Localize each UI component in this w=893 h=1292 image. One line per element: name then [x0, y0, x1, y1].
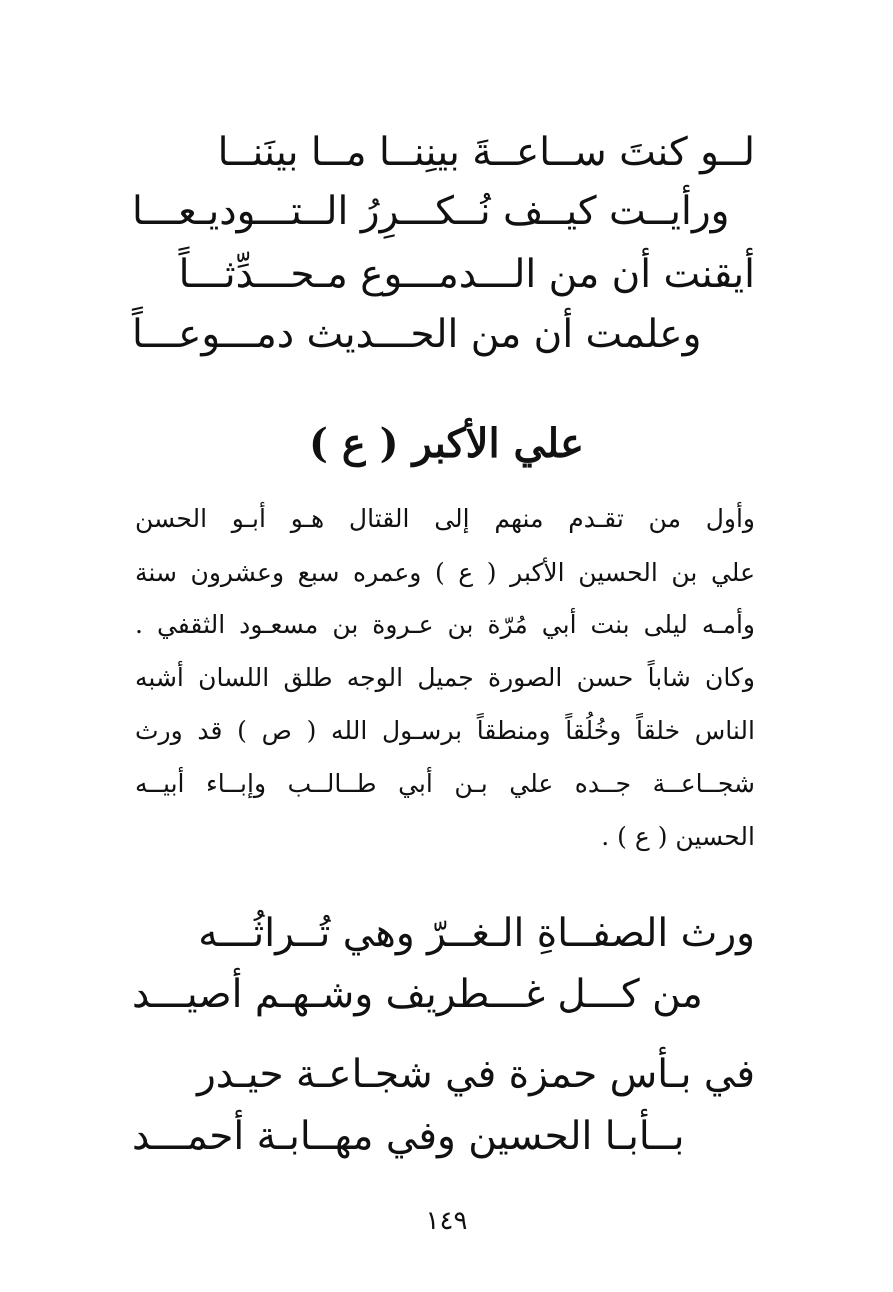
paragraph-line-4: وكان شاباً حسن الصورة جميل الوجه طلق اللسان أشبه — [135, 663, 755, 692]
poem-2-line-4: بــأبـا الحسين وفي مهــابـة أحمـــد — [132, 1114, 685, 1159]
poem-1-line-3: أيقنت أن من الـــدمـــوع مـحـــدِّثـــاً — [178, 252, 755, 297]
paragraph-line-7: الحسين ( ع ) . — [601, 822, 755, 851]
poem-1-line-1: لــو كنتَ ســاعــةَ بينِنــا مــا بينَنــا — [217, 130, 755, 175]
poem-2-line-2: من كـــل غـــطريف وشـهـم أصيـــد — [132, 972, 703, 1017]
poem-2-line-1: ورث الصفــاةِ الـغــرّ وهي تُــراثُـــه — [198, 911, 755, 956]
paragraph-line-5: الناس خلقاً وخُلُقاً ومنطقاً برسـول الله ( ص ) قد ورث — [135, 716, 755, 745]
paragraph-line-6: شجــاعــة جــده علي بـن أبي طــالــب وإبــاء أبيــه — [135, 769, 755, 798]
poem-1-line-4: وعلمت أن من الحـــديث دمـــوعـــاً — [132, 312, 702, 357]
poem-1-line-2: ورأيــت كيــف نُــكـــرِرُ الــتـــوديـعـــا — [132, 189, 730, 234]
page-number: ١٤٩ — [425, 1206, 468, 1236]
section-heading: علي الأكبر ( ع ) — [309, 420, 584, 467]
paragraph-line-3: وأمـه ليلى بنت أبي مُرّة بن عـروة بن مسعـود الثقفي . — [135, 610, 755, 639]
paragraph-line-1: وأول من تقـدم منهم إلى القتال هـو أبـو الحسن — [135, 504, 755, 533]
paragraph-line-2: علي بن الحسين الأكبر ( ع ) وعمره سبع وعشرون سنة — [135, 558, 755, 587]
poem-2-line-3: في بـأس حمزة في شجـاعـة حيـدر — [196, 1052, 755, 1097]
